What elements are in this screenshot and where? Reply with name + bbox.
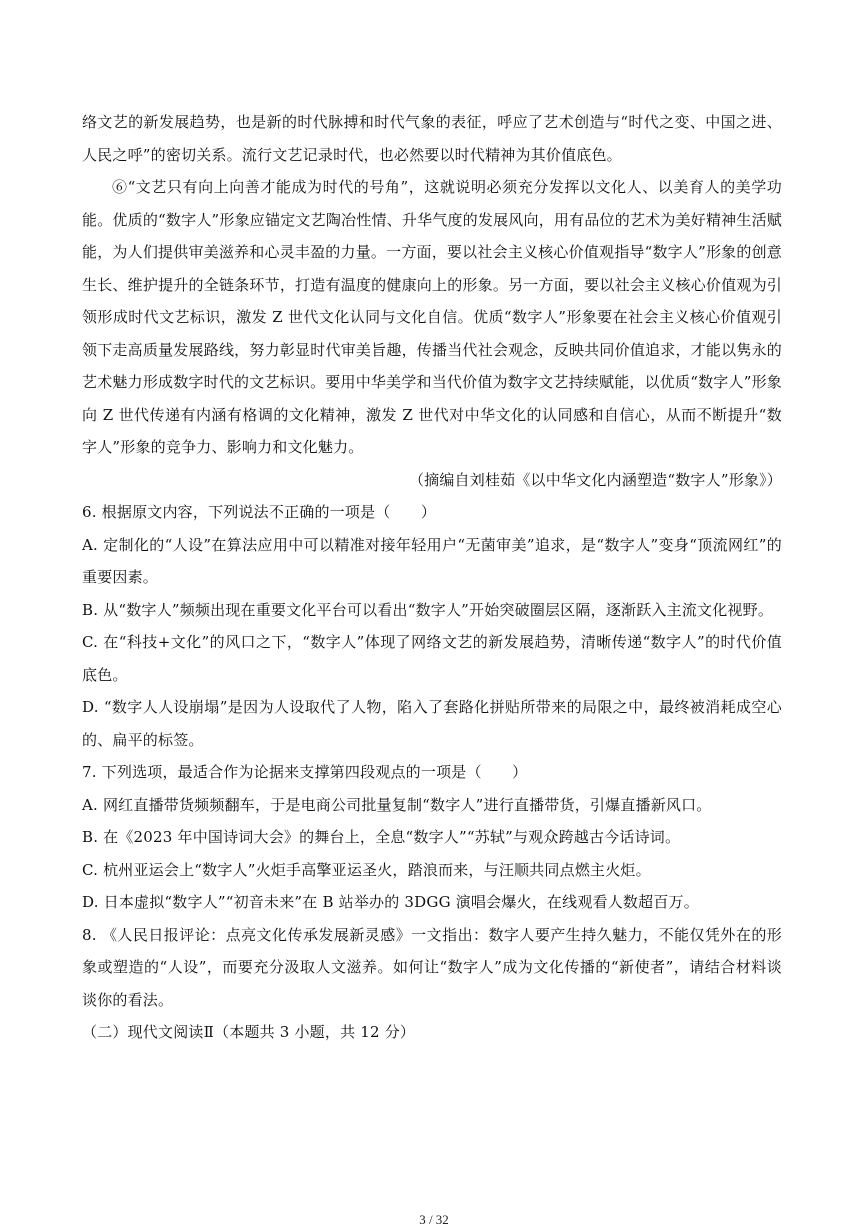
option-b: B. 在《2023 年中国诗词大会》的舞台上，全息“数字人”“苏轼”与观众跨越古今话诗词。 <box>82 828 681 846</box>
section-heading: （二）现代文阅读Ⅱ（本题共 3 小题，共 12 分） <box>82 1023 416 1041</box>
question-7 <box>82 756 782 919</box>
paragraph-6: ⑥“文艺只有向上向善才能成为时代的号角”，这就说明必须充分发挥以文化人、以美育人的美学功能。优质的“数字人”形象应锚定文艺陶冶性情、升华气度的发展风向，用有品位的艺术为美好精神生活赋能，为人们提供审美滋养和心灵丰盈的力量。一方面，要以社会主义核心价值观指导“数字人”形象的创意生长、维护提升的全链条环节，打造有温度的健康向上的形象。另一方面，要以社会主义核心价值观为引领形成时代文艺标识，激发 Z 世代文化认同与文化自信。优质“数字人”形象要在社会主义核心价值观引领下走高质量发展路线，努力彰显时代审美旨趣，传播当代社会观念，反映共同价值追求，才能以隽永的艺术魅力形成数字时代的文艺标识。要用中华美学和当代价值为数字文艺持续赋能，以优质“数字人”形象向 Z 世代传递有内涵有格调的文化精神，激发 Z 世代对中华文化的认同感和自信心，从而不断提升“数字人”形象的竞争力、影响力和文化魅力。 <box>82 178 782 456</box>
paragraph-continued: 络文艺的新发展趋势，也是新的时代脉搏和时代气象的表征，呼应了艺术创造与“时代之变、中国之进、人民之呼”的密切关系。流行文艺记录时代，也必然要以时代精神为其价值底色。 <box>82 113 782 164</box>
page-content <box>82 106 782 1049</box>
question-8 <box>82 919 782 1017</box>
option-b: B. 从“数字人”频频出现在重要文化平台可以看出“数字人”开始突破圈层区隔，逐渐跃入主流文化视野。 <box>82 600 774 619</box>
question-6 <box>82 496 782 756</box>
option-c: C. 在“科技+文化”的风口之下，“数字人”体现了网络文艺的新发展趋势，清晰传递“数字人”的时代价值底色。 <box>82 633 782 684</box>
page-number: 3 / 32 <box>419 1212 449 1227</box>
question-stem: 7. 下列选项，最适合作为论据来支撑第四段观点的一项是（ ） <box>82 763 528 781</box>
option-d: D. 日本虚拟“数字人”“初音未来”在 B 站举办的 3DGG 演唱会爆火，在线观看人数超百万。 <box>82 893 699 911</box>
question-stem: 6. 根据原文内容，下列说法不正确的一项是（ ） <box>82 503 437 521</box>
option-a: A. 定制化的“人设”在算法应用中可以精准对接年轻用户“无菌审美”追求，是“数字人”变身“顶流网红”的重要因素。 <box>82 535 782 586</box>
option-d: D. “数字人人设崩塌”是因为人设取代了人物，陷入了套路化拼贴所带来的局限之中，最终被消耗成空心的、扁平的标签。 <box>82 698 782 749</box>
source-citation: （摘编自刘桂茹《以中华文化内涵塑造“数字人”形象》） <box>408 470 782 489</box>
option-c: C. 杭州亚运会上“数字人”火炬手高擎亚运圣火，踏浪而来，与汪顺共同点燃主火炬。 <box>82 860 651 879</box>
option-a: A. 网红直播带货频频翻车，于是电商公司批量复制“数字人”进行直播带货，引爆直播新风口。 <box>82 795 712 814</box>
question-stem: 8. 《人民日报评论：点亮文化传承发展新灵感》一文指出：数字人要产生持久魅力，不能仅凭外在的形象或塑造的“人设”，而要充分汲取人文滋养。如何让“数字人”成为文化传播的“新使者”，请结合材料谈谈你的看法。 <box>82 925 782 1009</box>
